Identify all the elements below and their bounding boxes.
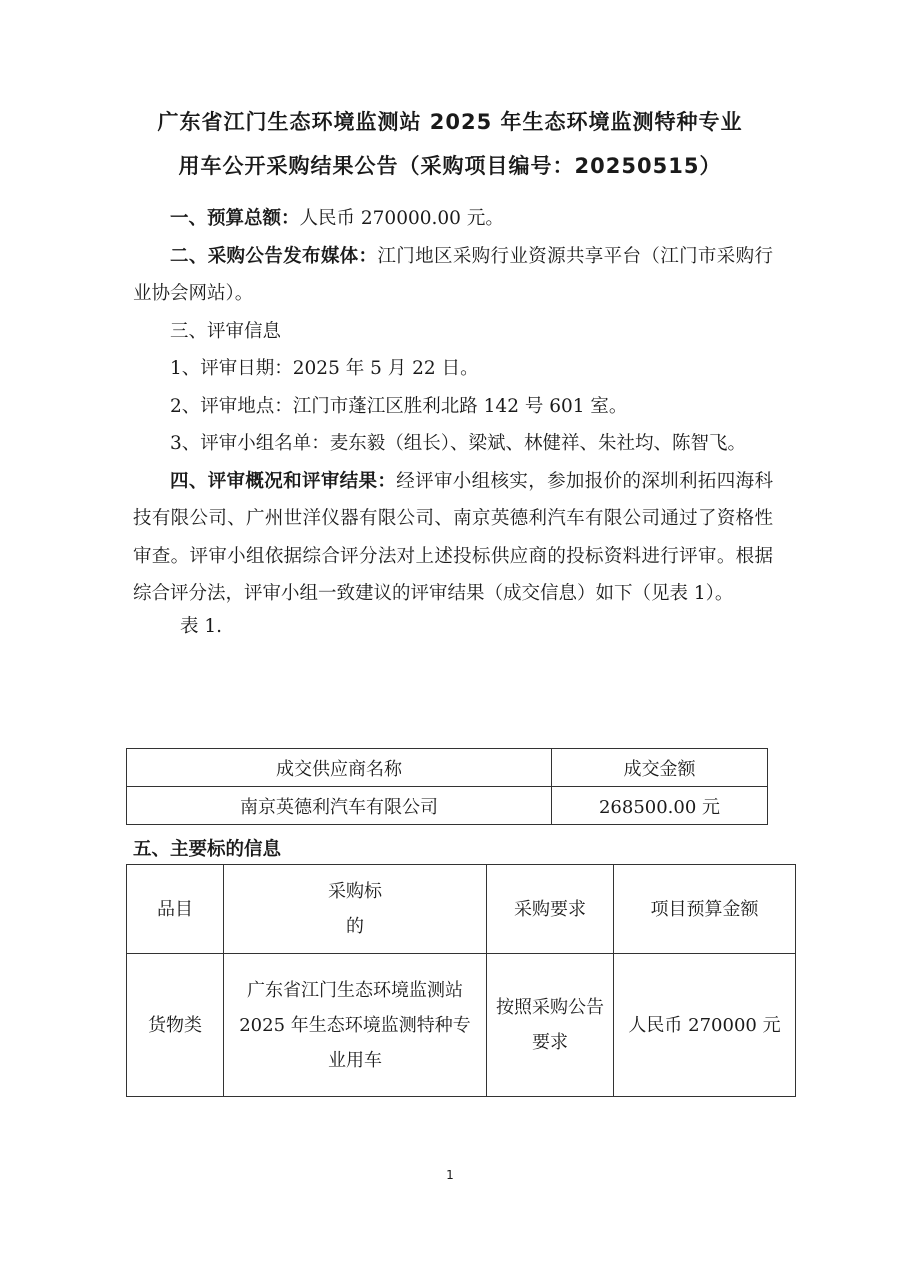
budget-text: 人民币 270000.00 元。 bbox=[299, 208, 504, 229]
subject-item-cell: 广东省江门生态环境监测站 2025 年生态环境监测特种专业用车 bbox=[224, 954, 487, 1097]
subject-header-requirement: 采购要求 bbox=[487, 865, 614, 954]
title-line-2: 用车公开采购结果公告（采购项目编号：20250515） bbox=[178, 154, 722, 178]
media-label: 二、采购公告发布媒体： bbox=[170, 245, 378, 267]
subject-header-budget: 项目预算金额 bbox=[614, 865, 796, 954]
deal-amount-cell: 268500.00 元 bbox=[552, 787, 768, 825]
title-line-1: 广东省江门生态环境监测站 2025 年生态环境监测特种专业 bbox=[157, 110, 743, 134]
deal-supplier-cell: 南京英德利汽车有限公司 bbox=[127, 787, 552, 825]
subject-header-item: 采购标的 bbox=[224, 865, 487, 954]
review-heading: 三、评审信息 bbox=[170, 320, 282, 342]
media-text: 江门地区采购行业资源共享平台（江门市采购行业协会网站）。 bbox=[133, 245, 773, 304]
table1-label: 表 1. bbox=[180, 615, 223, 637]
budget-paragraph bbox=[133, 200, 773, 238]
subject-category-cell: 货物类 bbox=[127, 954, 224, 1097]
result-label: 四、评审概况和评审结果： bbox=[170, 470, 397, 492]
deal-table-header bbox=[127, 749, 768, 787]
subject-header-category: 品目 bbox=[127, 865, 224, 954]
subject-table-header bbox=[127, 865, 796, 954]
review-panel: 3、评审小组名单：麦东毅（组长）、梁斌、林健祥、朱社均、陈智飞。 bbox=[170, 433, 747, 454]
deal-header-supplier: 成交供应商名称 bbox=[127, 749, 552, 787]
result-paragraph bbox=[133, 463, 773, 613]
subject-budget-cell: 人民币 270000 元 bbox=[614, 954, 796, 1097]
budget-label: 一、预算总额： bbox=[170, 208, 300, 229]
subject-requirement-cell: 按照采购公告要求 bbox=[487, 954, 614, 1097]
deal-header-amount: 成交金额 bbox=[552, 749, 768, 787]
deal-table bbox=[126, 748, 768, 825]
document-body bbox=[133, 200, 773, 641]
subject-table bbox=[126, 864, 796, 1097]
table-row bbox=[127, 787, 768, 825]
review-date: 1、评审日期：2025 年 5 月 22 日。 bbox=[170, 358, 479, 379]
media-paragraph bbox=[133, 238, 773, 313]
result-text: 经评审小组核实，参加报价的深圳利拓四海科技有限公司、广州世洋仪器有限公司、南京英德利汽车有限公司通过了资格性审查。评审小组依据综合评分法对上述投标供应商的投标资料进行评审。根据综合评分法，评审小组一致建议的评审结果（成交信息）如下（见表 1）。 bbox=[133, 470, 773, 604]
table-row bbox=[127, 954, 796, 1097]
page-number: 1 bbox=[446, 1168, 454, 1182]
section5-heading: 五、主要标的信息 bbox=[133, 839, 282, 860]
review-location: 2、评审地点：江门市蓬江区胜利北路 142 号 601 室。 bbox=[170, 395, 628, 417]
document-title bbox=[110, 100, 790, 188]
